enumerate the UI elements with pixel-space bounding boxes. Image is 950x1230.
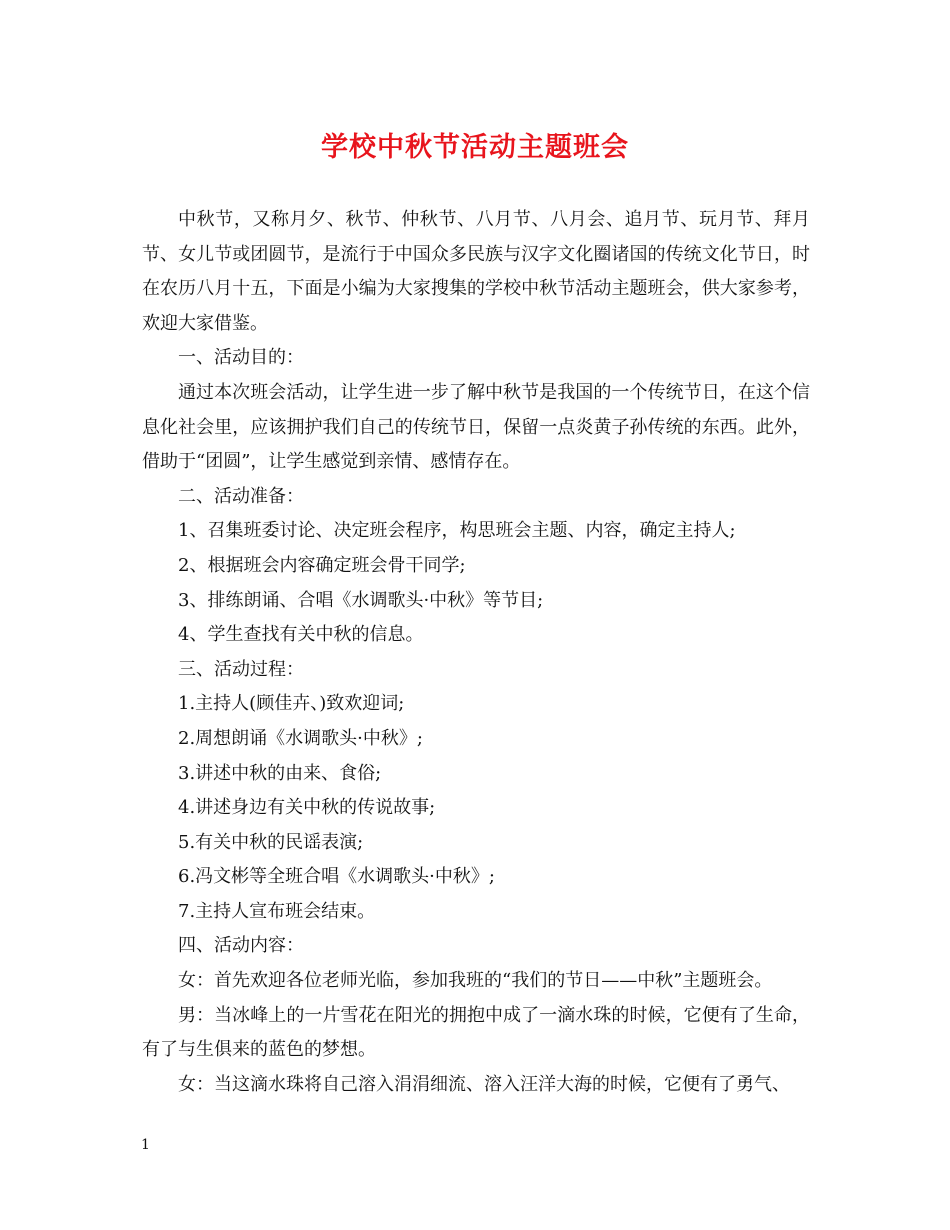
list-item: 1.主持人(顾佳卉、)致欢迎词; [178,693,405,715]
document-body [142,203,810,1102]
list-item: 4.讲述身边有关中秋的传说故事; [178,797,436,819]
list-item: 6.冯文彬等全班合唱《水调歌头·中秋》; [178,866,495,888]
page-number: 1 [141,1137,150,1153]
paragraph-purpose: 通过本次班会活动，让学生进一步了解中秋节是我国的一个传统节日，在这个信息化社会里，应该拥护我们自己的传统节日，保留一点炎黄子孙传统的东西。此外，借助于“团圆”，让学生感觉到亲情、感情存在。 [142,381,810,473]
section-heading-process: 三、活动过程： [178,658,304,680]
list-item: 2、根据班会内容确定班会骨干同学; [178,554,466,576]
list-item: 5.有关中秋的民谣表演; [178,831,364,853]
dialogue-line: 女：当这滴水珠将自己溶入涓涓细流、溶入汪洋大海的时候，它便有了勇气、 [178,1073,790,1095]
list-item: 3.讲述中秋的由来、食俗; [178,762,382,784]
list-item: 2.周想朗诵《水调歌头·中秋》; [178,727,423,749]
list-item: 1、召集班委讨论、决定班会程序，构思班会主题、内容，确定主持人; [178,520,736,542]
list-item: 7.主持人宣布班会结束。 [178,900,376,922]
list-item: 3、排练朗诵、合唱《水调歌头·中秋》等节目; [178,589,544,611]
section-heading-preparation: 二、活动准备： [178,485,304,507]
section-heading-content: 四、活动内容： [178,935,304,957]
dialogue-line: 男：当冰峰上的一片雪花在阳光的拥抱中成了一滴水珠的时候，它便有了生命，有了与生俱来的蓝色的梦想。 [142,1004,810,1061]
document-title: 学校中秋节活动主题班会 [321,132,629,163]
list-item: 4、学生查找有关中秋的信息。 [178,624,424,646]
paragraph-intro: 中秋节，又称月夕、秋节、仲秋节、八月节、八月会、追月节、玩月节、拜月节、女儿节或团圆节，是流行于中国众多民族与汉字文化圈诸国的传统文化节日，时在农历八月十五，下面是小编为大家搜集的学校中秋节活动主题班会，供大家参考，欢迎大家借鉴。 [142,209,810,334]
section-heading-purpose: 一、活动目的： [178,347,304,369]
dialogue-line: 女：首先欢迎各位老师光临，参加我班的“我们的节日——中秋”主题班会。 [178,970,773,992]
